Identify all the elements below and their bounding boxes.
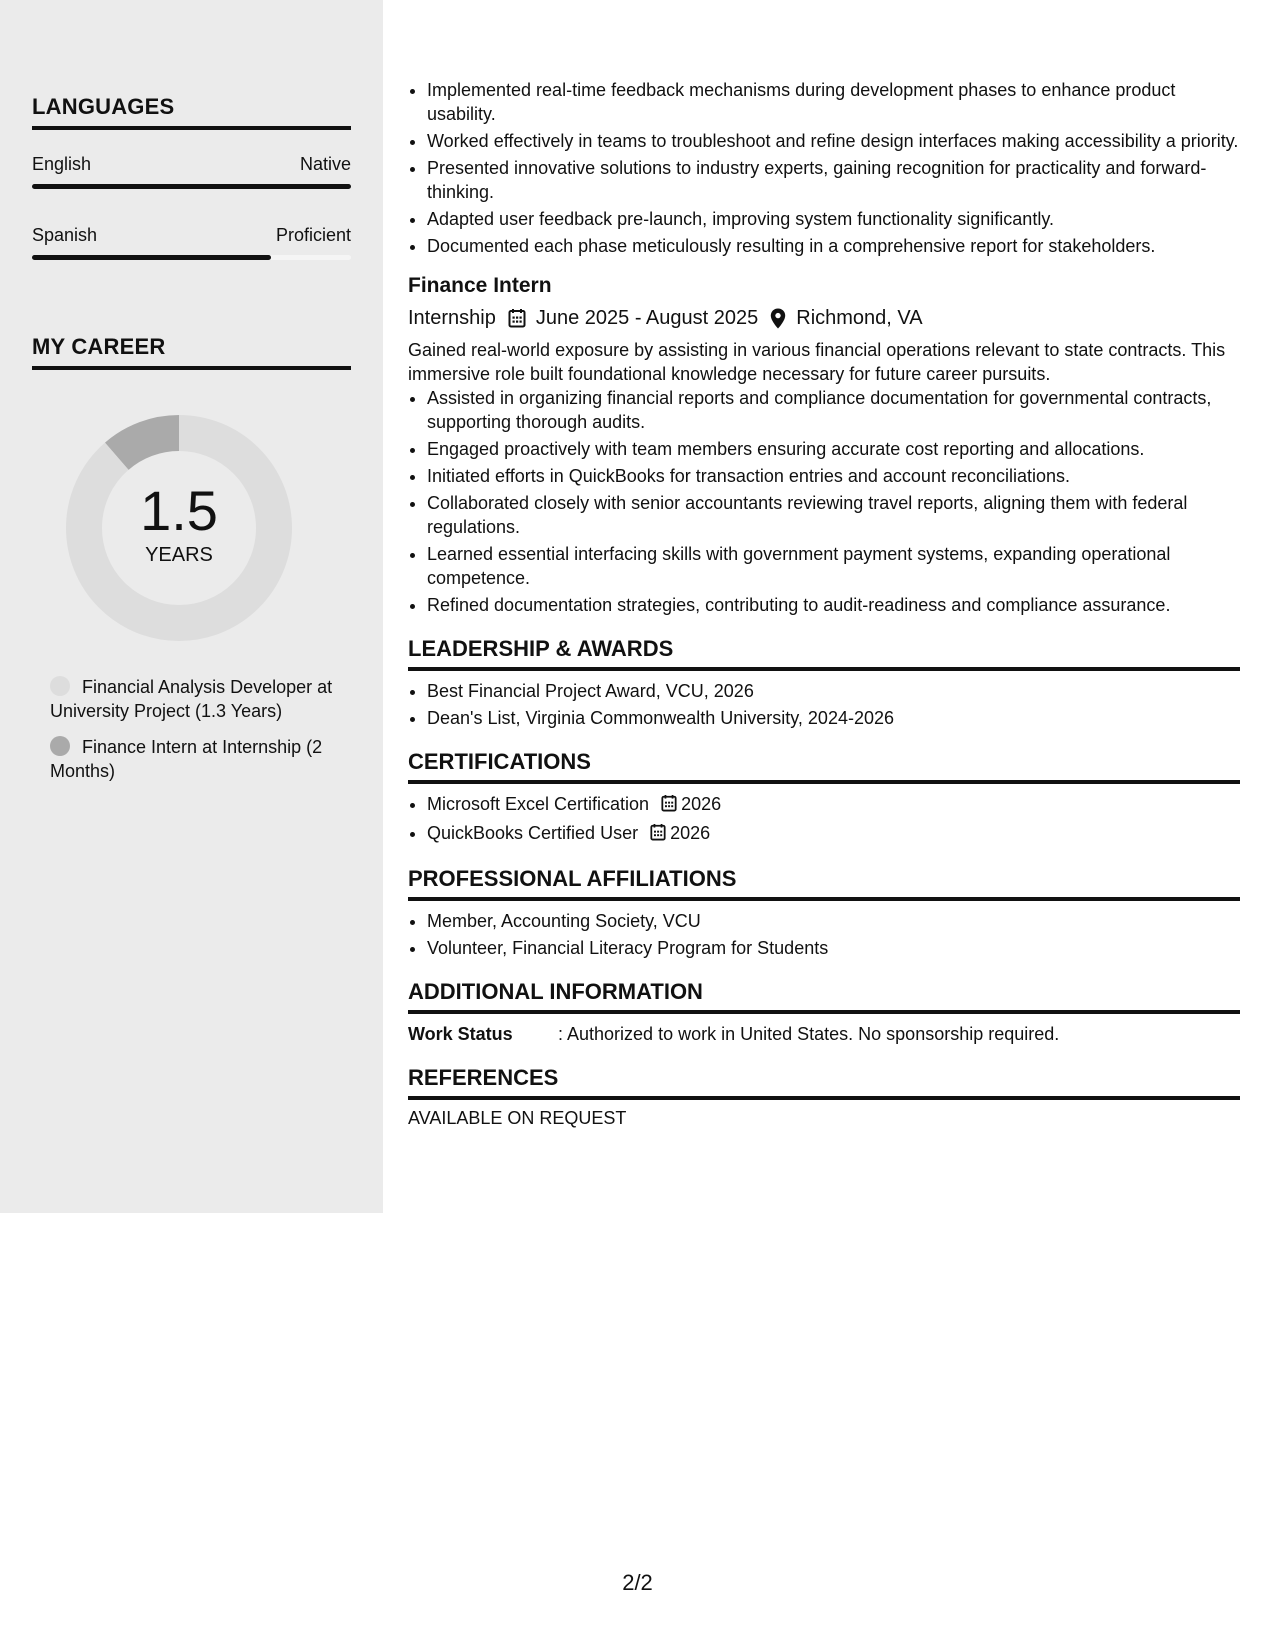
work-status-label: Work Status [408,1024,513,1044]
career-heading: MY CAREER [32,334,351,370]
career-donut-chart [66,415,292,641]
language-row [32,223,351,247]
list-item: • Best Financial Project Award, VCU, 2026 [427,679,1240,703]
language-name: English [32,154,92,174]
additional-info-heading: ADDITIONAL INFORMATION [408,978,1240,1014]
certifications-list [408,792,1240,847]
certification-name: Microsoft Excel Certification [427,794,650,814]
legend-item [50,675,340,723]
language-proficiency-bar [32,255,351,260]
legend-label: Financial Analysis Developer at University Project (1.3 Years) [50,677,333,721]
calendar-icon [661,794,677,818]
language-proficiency-fill [32,255,271,260]
leadership-heading: LEADERSHIP & AWARDS [408,635,1240,671]
certification-year: 2026 [670,823,711,843]
list-item: • Engaged proactively with team members ensuring accurate cost reporting and allocations. [427,437,1240,461]
job-title: Finance Intern [408,274,552,297]
language-level: Native [299,154,351,174]
job-bullets [408,386,1240,617]
list-item: • Refined documentation strategies, contributing to audit-readiness and compliance assurance. [427,593,1240,617]
language-row [32,152,351,176]
career-section [32,334,351,370]
certifications-heading: CERTIFICATIONS [408,748,1240,784]
career-legend [50,675,340,795]
list-item: • Collaborated closely with senior accountants reviewing travel reports, aligning them with federal regulations. [427,491,1240,539]
job-location: Richmond, VA [796,307,923,329]
list-item: • Adapted user feedback pre-launch, improving system functionality significantly. [427,207,1240,231]
list-item [427,821,1240,847]
career-total: 1.5 [140,478,218,542]
leadership-list [408,679,1240,730]
career-unit: YEARS [145,543,213,566]
list-item: • Documented each phase meticulously resulting in a comprehensive report for stakeholders. [427,234,1240,258]
list-item: • Assisted in organizing financial reports and compliance documentation for governmental contracts, supporting thorough audits. [427,386,1240,434]
work-status-row [408,1022,1240,1046]
career-donut-center [66,415,292,641]
main-content [408,78,1240,1129]
list-item: • Learned essential interfacing skills with government payment systems, expanding operational competence. [427,542,1240,590]
sidebar [0,0,383,1213]
job-company: Internship [408,307,496,329]
calendar-icon [508,308,526,328]
language-proficiency-bar [32,184,351,189]
languages-section [32,94,351,260]
list-item: • Presented innovative solutions to industry experts, gaining recognition for practicality and forward-thinking. [427,156,1240,204]
affiliations-list [408,909,1240,960]
language-level: Proficient [275,225,351,245]
list-item: • Volunteer, Financial Literacy Program for Students [427,936,1240,960]
languages-heading: LANGUAGES [32,94,351,130]
list-item: • Implemented real-time feedback mechanisms during development phases to enhance product usability. [427,78,1240,126]
job-dates: June 2025 - August 2025 [535,307,759,329]
language-name: Spanish [32,225,98,245]
legend-label: Finance Intern at Internship (2 Months) [50,737,323,781]
location-pin-icon [770,308,786,329]
list-item [427,792,1240,818]
certification-year: 2026 [681,794,722,814]
list-item: • Worked effectively in teams to troubleshoot and refine design interfaces making accessibility a priority. [427,129,1240,153]
references-heading: REFERENCES [408,1064,1240,1100]
work-status-value: : Authorized to work in United States. No sponsorship required. [558,1024,1060,1044]
legend-dot [50,676,70,696]
page-number: 2/2 [622,1570,653,1595]
list-item: • Initiated efforts in QuickBooks for transaction entries and account reconciliations. [427,464,1240,488]
affiliations-heading: PROFESSIONAL AFFILIATIONS [408,865,1240,901]
calendar-icon [650,823,666,847]
job-description: Gained real-world exposure by assisting in various financial operations relevant to state contracts. This immersive role built foundational knowledge necessary for future career pursuits. [408,340,1226,384]
list-item: • Dean's List, Virginia Commonwealth University, 2024-2026 [427,706,1240,730]
certification-name: QuickBooks Certified User [427,823,639,843]
references-text: AVAILABLE ON REQUEST [408,1108,627,1128]
language-proficiency-fill [32,184,351,189]
previous-job-bullets [408,78,1240,258]
legend-item [50,735,340,783]
list-item: • Member, Accounting Society, VCU [427,909,1240,933]
legend-dot [50,736,70,756]
job-meta [408,304,1240,332]
